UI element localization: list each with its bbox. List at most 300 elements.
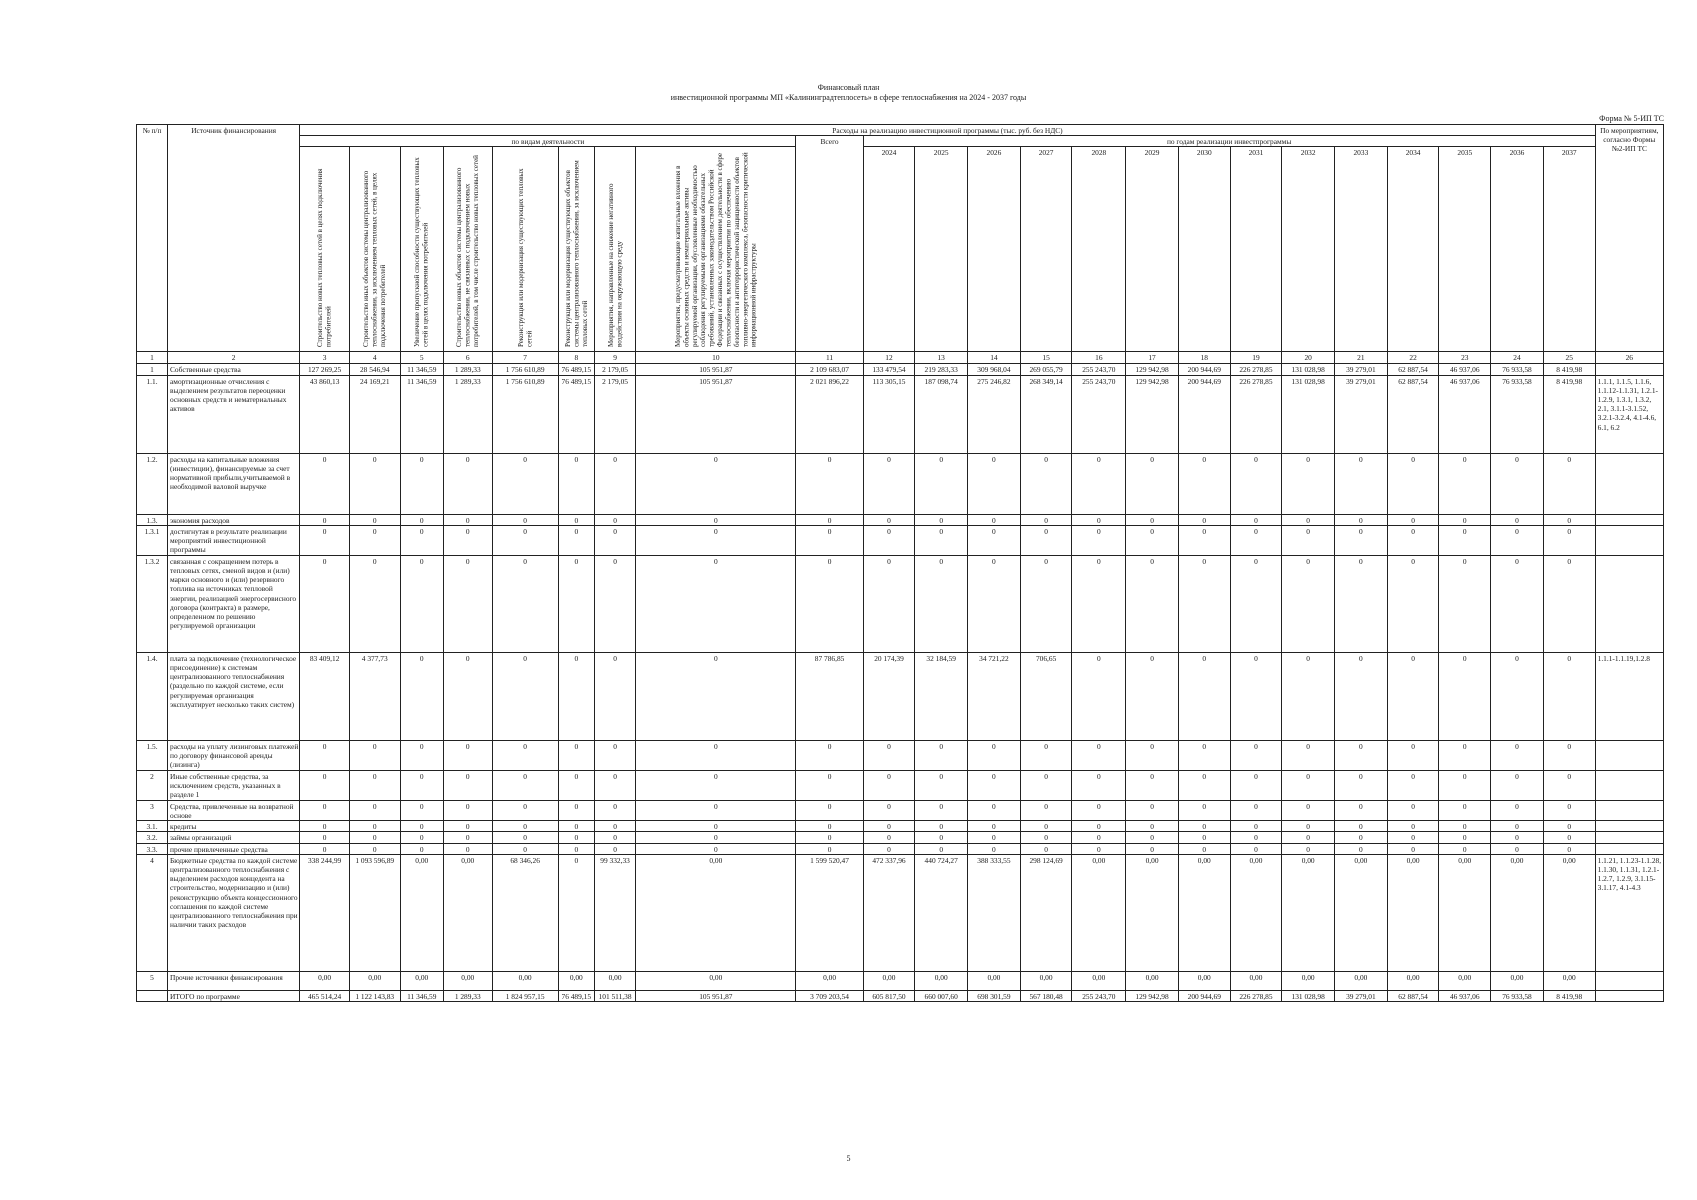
row-value: 0,00: [1178, 971, 1230, 990]
col-by-activity-header: по видам деятельности: [300, 136, 796, 147]
row-value: 605 817,50: [863, 990, 915, 1001]
row-value: 0: [300, 832, 350, 843]
column-number: 19: [1230, 352, 1282, 364]
row-value: 0: [1335, 843, 1388, 854]
row-value: 62 887,54: [1387, 990, 1439, 1001]
row-value: 0: [796, 832, 863, 843]
row-value: 0: [1335, 555, 1388, 652]
row-value: 0: [300, 740, 350, 770]
row-source: Бюджетные средства по каждой системе централизованного теплоснабжения с выделением расходов концедента на строительство, модернизацию и (или) реконструкцию объекта концессионного соглашения по каждой системе централизованного теплоснабжения при наличии таких расходов: [168, 854, 300, 971]
row-value: 0: [1335, 770, 1388, 800]
row-value: 0: [1178, 832, 1230, 843]
row-value: 0: [1491, 555, 1544, 652]
row-source: расходы на уплату лизинговых платежей по договору финансовой аренды (лизинга): [168, 740, 300, 770]
column-number: 17: [1126, 352, 1179, 364]
row-value: 0: [1335, 800, 1388, 820]
row-number: 2: [137, 770, 168, 800]
row-value: 0: [300, 514, 350, 525]
row-value: 0: [796, 843, 863, 854]
row-value: 269 055,79: [1020, 364, 1072, 375]
row-value: 131 028,98: [1282, 375, 1335, 453]
year-header: 2025: [915, 147, 968, 352]
row-value: 0,00: [1387, 854, 1439, 971]
row-value: 0: [1126, 800, 1179, 820]
row-value: 0: [400, 555, 443, 652]
row-value: 0: [492, 453, 558, 514]
row-number: 1.1.: [137, 375, 168, 453]
row-value: 0: [915, 770, 968, 800]
row-value: 0: [1439, 740, 1491, 770]
row-value: 76 489,15: [558, 990, 594, 1001]
col-expenses-header: Расходы на реализацию инвестиционной программы (тыс. руб. без НДС): [300, 125, 1595, 136]
row-activities: [1595, 843, 1663, 854]
row-value: 0: [300, 770, 350, 800]
row-value: 0,00: [443, 971, 492, 990]
activity-type-header: [636, 147, 796, 352]
row-value: 0: [968, 832, 1021, 843]
row-value: 0: [1439, 770, 1491, 800]
row-value: 0: [400, 740, 443, 770]
row-value: 0: [1178, 770, 1230, 800]
row-value: 28 546,94: [349, 364, 400, 375]
row-value: 0: [915, 821, 968, 832]
row-value: 0: [1491, 821, 1544, 832]
row-value: 0: [968, 843, 1021, 854]
row-activities: [1595, 971, 1663, 990]
row-value: 76 933,58: [1491, 375, 1544, 453]
row-value: 0: [915, 843, 968, 854]
column-number: 8: [558, 352, 594, 364]
row-value: 0,00: [400, 971, 443, 990]
row-value: 0: [1126, 770, 1179, 800]
column-number: 22: [1387, 352, 1439, 364]
table-row: [137, 990, 1664, 1001]
row-value: 0: [1178, 525, 1230, 555]
row-value: 0: [594, 843, 635, 854]
row-number: 1.2.: [137, 453, 168, 514]
table-row: [137, 652, 1664, 740]
row-value: 0,00: [1178, 854, 1230, 971]
row-value: 2 179,05: [594, 375, 635, 453]
row-value: 0: [636, 555, 796, 652]
year-header: 2035: [1439, 147, 1491, 352]
row-value: 0: [968, 770, 1021, 800]
table-row: [137, 843, 1664, 854]
row-value: 0: [300, 453, 350, 514]
row-value: 0,00: [1439, 854, 1491, 971]
row-activities: [1595, 525, 1663, 555]
row-value: 0: [492, 652, 558, 740]
row-value: 0: [1439, 800, 1491, 820]
row-value: 0: [968, 740, 1021, 770]
row-value: 0: [1178, 453, 1230, 514]
row-value: 0: [1335, 652, 1388, 740]
financial-plan-table: [136, 124, 1664, 1002]
row-value: 0: [1282, 525, 1335, 555]
row-value: 0: [300, 843, 350, 854]
row-value: 0: [594, 525, 635, 555]
row-value: 34 721,22: [968, 652, 1021, 740]
row-value: 1 122 143,83: [349, 990, 400, 1001]
row-value: 0: [1387, 843, 1439, 854]
row-value: 0: [863, 740, 915, 770]
row-value: 0,00: [558, 971, 594, 990]
row-value: 99 332,33: [594, 854, 635, 971]
row-value: 0: [492, 514, 558, 525]
row-value: 76 489,15: [558, 375, 594, 453]
row-value: 698 301,59: [968, 990, 1021, 1001]
row-activities: [1595, 832, 1663, 843]
row-source: экономия расходов: [168, 514, 300, 525]
col-source-header: Источник финансирования: [168, 125, 300, 352]
row-activities: [1595, 990, 1663, 1001]
row-value: 0: [636, 832, 796, 843]
activity-type-label: Реконструкция или модернизация существующих тепловых сетей: [516, 168, 534, 348]
row-value: 0: [492, 555, 558, 652]
column-number: 6: [443, 352, 492, 364]
row-activities: 1.1.21, 1.1.23-1.1.28, 1.1.30, 1.1.31, 1.2.1-1.2.7, 1.2.9, 3.1.15-3.1.17, 4.1-4.3: [1595, 854, 1663, 971]
row-value: 0: [300, 800, 350, 820]
row-value: 0: [863, 800, 915, 820]
row-value: 338 244,99: [300, 854, 350, 971]
row-value: 0,00: [1126, 971, 1179, 990]
row-source: амортизационные отчисления с выделением результатов переоценки основных средств и нематериальных активов: [168, 375, 300, 453]
row-value: 226 278,85: [1230, 364, 1282, 375]
row-value: 0,00: [594, 971, 635, 990]
row-source: Прочие источники финансирования: [168, 971, 300, 990]
row-value: 4 377,73: [349, 652, 400, 740]
row-activities: [1595, 800, 1663, 820]
row-value: 1 599 520,47: [796, 854, 863, 971]
row-number: 1.5.: [137, 740, 168, 770]
row-value: 0: [1072, 555, 1126, 652]
year-header: 2028: [1072, 147, 1126, 352]
row-value: 567 180,48: [1020, 990, 1072, 1001]
row-value: 472 337,96: [863, 854, 915, 971]
table-row: [137, 854, 1664, 971]
row-number: 1.4.: [137, 652, 168, 740]
row-value: 0: [1439, 652, 1491, 740]
row-value: 0: [1387, 770, 1439, 800]
row-number: 1.3.1: [137, 525, 168, 555]
row-value: 0,00: [492, 971, 558, 990]
row-value: 0: [1282, 453, 1335, 514]
row-value: 0,00: [1491, 854, 1544, 971]
year-header: 2024: [863, 147, 915, 352]
row-value: 0: [1387, 555, 1439, 652]
column-number: 14: [968, 352, 1021, 364]
activity-type-header: [594, 147, 635, 352]
header-row-2: [137, 136, 1664, 147]
row-value: 0: [349, 514, 400, 525]
row-value: 0: [968, 821, 1021, 832]
row-value: 0: [1543, 800, 1595, 820]
row-value: 0: [1439, 514, 1491, 525]
row-value: 0: [1020, 821, 1072, 832]
row-value: 0: [492, 525, 558, 555]
row-value: 0,00: [1282, 854, 1335, 971]
column-number: 23: [1439, 352, 1491, 364]
row-value: 0: [1126, 514, 1179, 525]
column-number: 1: [137, 352, 168, 364]
table-row: [137, 364, 1664, 375]
row-value: 0: [1439, 525, 1491, 555]
row-value: 0: [558, 555, 594, 652]
row-value: 0: [443, 740, 492, 770]
row-value: 0: [1072, 514, 1126, 525]
row-value: 0: [443, 770, 492, 800]
activity-type-label: Строительство новых тепловых сетей в целях подключения потребителей: [316, 168, 333, 348]
row-value: 0: [796, 740, 863, 770]
row-value: 0: [1126, 555, 1179, 652]
row-value: 46 937,06: [1439, 375, 1491, 453]
row-value: 105 951,87: [636, 375, 796, 453]
row-activities: [1595, 555, 1663, 652]
row-value: 0: [1387, 514, 1439, 525]
row-value: 0: [400, 514, 443, 525]
row-number: 1: [137, 364, 168, 375]
activity-type-header: [443, 147, 492, 352]
row-value: 2 109 683,07: [796, 364, 863, 375]
row-value: 0: [915, 525, 968, 555]
row-value: 1 093 596,89: [349, 854, 400, 971]
row-value: 76 489,15: [558, 364, 594, 375]
row-value: 0: [558, 854, 594, 971]
row-value: 0,00: [636, 854, 796, 971]
row-value: 0,00: [1543, 854, 1595, 971]
row-value: 129 942,98: [1126, 364, 1179, 375]
row-value: 83 409,12: [300, 652, 350, 740]
row-value: 0: [594, 555, 635, 652]
row-value: 0,00: [300, 971, 350, 990]
row-value: 0: [349, 800, 400, 820]
row-value: 0: [400, 832, 443, 843]
row-value: 0: [1178, 821, 1230, 832]
row-value: 0: [1439, 555, 1491, 652]
row-value: 0,00: [1491, 971, 1544, 990]
row-value: 0: [558, 800, 594, 820]
row-value: 200 944,69: [1178, 375, 1230, 453]
row-value: 0: [492, 821, 558, 832]
row-value: 0: [594, 770, 635, 800]
row-value: 0: [796, 800, 863, 820]
row-value: 0: [443, 652, 492, 740]
row-value: 0: [1230, 514, 1282, 525]
row-value: 0: [636, 770, 796, 800]
row-value: 0: [1072, 832, 1126, 843]
row-value: 0: [1178, 514, 1230, 525]
column-number: 3: [300, 352, 350, 364]
row-value: 1 289,33: [443, 990, 492, 1001]
activity-type-header: [400, 147, 443, 352]
row-value: 0: [1439, 832, 1491, 843]
row-value: 0: [636, 453, 796, 514]
row-value: 8 419,98: [1543, 375, 1595, 453]
row-value: 0: [400, 525, 443, 555]
row-value: 0: [1020, 843, 1072, 854]
row-value: 131 028,98: [1282, 990, 1335, 1001]
row-value: 0: [558, 821, 594, 832]
row-value: 255 243,70: [1072, 364, 1126, 375]
title-line-2: инвестиционной программы МП «Калининградтеплосеть» в сфере теплоснабжения на 2024 - 2037 годы: [670, 93, 1027, 102]
row-value: 0: [1335, 453, 1388, 514]
row-value: 0: [1020, 832, 1072, 843]
row-activities: [1595, 514, 1663, 525]
row-value: 20 174,39: [863, 652, 915, 740]
row-value: 0: [1543, 525, 1595, 555]
col-total-header: Всего: [796, 136, 863, 352]
column-number: 26: [1595, 352, 1663, 364]
row-value: 0: [1439, 821, 1491, 832]
row-activities: [1595, 740, 1663, 770]
row-value: 0: [1543, 770, 1595, 800]
row-value: 0: [1072, 843, 1126, 854]
row-value: 0: [1491, 514, 1544, 525]
row-value: 0: [1543, 514, 1595, 525]
column-number: 20: [1282, 352, 1335, 364]
row-value: 0: [915, 832, 968, 843]
row-value: 0: [1126, 525, 1179, 555]
row-value: 0: [443, 821, 492, 832]
row-source: Собственные средства: [168, 364, 300, 375]
row-value: 0: [1230, 821, 1282, 832]
row-value: 0: [400, 652, 443, 740]
row-value: 0,00: [1072, 971, 1126, 990]
year-header: 2031: [1230, 147, 1282, 352]
year-header: 2030: [1178, 147, 1230, 352]
row-value: 39 279,01: [1335, 364, 1388, 375]
row-value: 0: [1126, 740, 1179, 770]
row-value: 0: [636, 514, 796, 525]
row-number: 3: [137, 800, 168, 820]
row-value: 0,00: [443, 854, 492, 971]
column-number: 11: [796, 352, 863, 364]
row-value: 0: [400, 821, 443, 832]
column-numbers-row: [137, 352, 1664, 364]
column-number: 18: [1178, 352, 1230, 364]
row-value: 11 346,59: [400, 375, 443, 453]
activity-type-header: [492, 147, 558, 352]
row-number: 4: [137, 854, 168, 971]
row-value: 0: [1282, 821, 1335, 832]
row-source: займы организаций: [168, 832, 300, 843]
row-value: 0: [594, 800, 635, 820]
row-value: 0: [400, 800, 443, 820]
row-value: 0: [443, 555, 492, 652]
row-value: 0: [1387, 453, 1439, 514]
table-row: [137, 740, 1664, 770]
activity-type-label: Реконструкция или модернизация существующих объектов системы централизованного теплоснабжения, за исключением тепловых сетей: [563, 160, 589, 348]
row-value: 0: [796, 453, 863, 514]
form-number: Форма № 5-ИП ТС: [1599, 114, 1664, 123]
document-title: [0, 83, 1697, 103]
row-value: 0: [443, 843, 492, 854]
column-number: 15: [1020, 352, 1072, 364]
row-source: ИТОГО по программе: [168, 990, 300, 1001]
row-value: 0: [1178, 555, 1230, 652]
row-value: 11 346,59: [400, 364, 443, 375]
row-value: 187 098,74: [915, 375, 968, 453]
activity-type-label: Строительство новых объектов системы централизованного теплоснабжения, не связанных с подключением новых потребителей, в том числе строительство новых тепловых сетей: [455, 155, 480, 348]
row-value: 298 124,69: [1020, 854, 1072, 971]
row-value: 0: [1072, 800, 1126, 820]
row-value: 0: [1543, 832, 1595, 843]
row-value: 0: [1335, 525, 1388, 555]
row-value: 0: [1126, 453, 1179, 514]
row-value: 76 933,58: [1491, 364, 1544, 375]
column-number: 5: [400, 352, 443, 364]
row-value: 0: [492, 770, 558, 800]
row-value: 0: [1230, 832, 1282, 843]
activity-type-label: Увеличение пропускной способности существующих тепловых сетей в целях подключения потребителей: [413, 157, 430, 348]
row-number: 1.3.: [137, 514, 168, 525]
row-value: 0: [915, 514, 968, 525]
row-value: 1 756 610,89: [492, 364, 558, 375]
row-activities: 1.1.1-1.1.19,1.2.8: [1595, 652, 1663, 740]
row-value: 0: [1126, 821, 1179, 832]
row-value: 129 942,98: [1126, 375, 1179, 453]
row-value: 0: [349, 525, 400, 555]
row-value: 39 279,01: [1335, 990, 1388, 1001]
row-value: 0: [558, 652, 594, 740]
row-value: 0: [1178, 740, 1230, 770]
row-source: кредиты: [168, 821, 300, 832]
row-value: 0: [636, 821, 796, 832]
row-value: 0,00: [1439, 971, 1491, 990]
row-value: 0: [1439, 843, 1491, 854]
row-value: 0: [1335, 832, 1388, 843]
year-header: 2032: [1282, 147, 1335, 352]
table-row: [137, 514, 1664, 525]
row-number: 3.2.: [137, 832, 168, 843]
row-value: 0: [1282, 800, 1335, 820]
page-number: 5: [846, 1154, 851, 1163]
year-header: 2037: [1543, 147, 1595, 352]
column-number: 25: [1543, 352, 1595, 364]
row-value: 0: [636, 652, 796, 740]
row-value: 46 937,06: [1439, 364, 1491, 375]
row-value: 0: [443, 800, 492, 820]
table-row: [137, 971, 1664, 990]
row-value: 0: [1072, 525, 1126, 555]
activity-type-header: [349, 147, 400, 352]
row-value: 0: [594, 821, 635, 832]
row-value: 0: [1230, 652, 1282, 740]
row-value: 0: [863, 832, 915, 843]
row-value: 0: [1543, 555, 1595, 652]
row-value: 0: [558, 453, 594, 514]
row-value: 0: [1020, 740, 1072, 770]
row-value: 0,00: [1335, 971, 1388, 990]
row-value: 0: [349, 832, 400, 843]
year-header: 2036: [1491, 147, 1544, 352]
row-number: 3.1.: [137, 821, 168, 832]
row-value: 0: [1491, 800, 1544, 820]
row-value: 32 184,59: [915, 652, 968, 740]
row-value: 0: [796, 514, 863, 525]
row-value: 0,00: [1020, 971, 1072, 990]
row-value: 0: [349, 740, 400, 770]
row-value: 0,00: [796, 971, 863, 990]
row-value: 0,00: [1282, 971, 1335, 990]
column-number: 12: [863, 352, 915, 364]
row-value: 0,00: [1335, 854, 1388, 971]
row-value: 0: [636, 525, 796, 555]
activity-type-header: [300, 147, 350, 352]
row-value: 0: [1543, 652, 1595, 740]
row-value: 0: [443, 832, 492, 843]
row-value: 0,00: [968, 971, 1021, 990]
